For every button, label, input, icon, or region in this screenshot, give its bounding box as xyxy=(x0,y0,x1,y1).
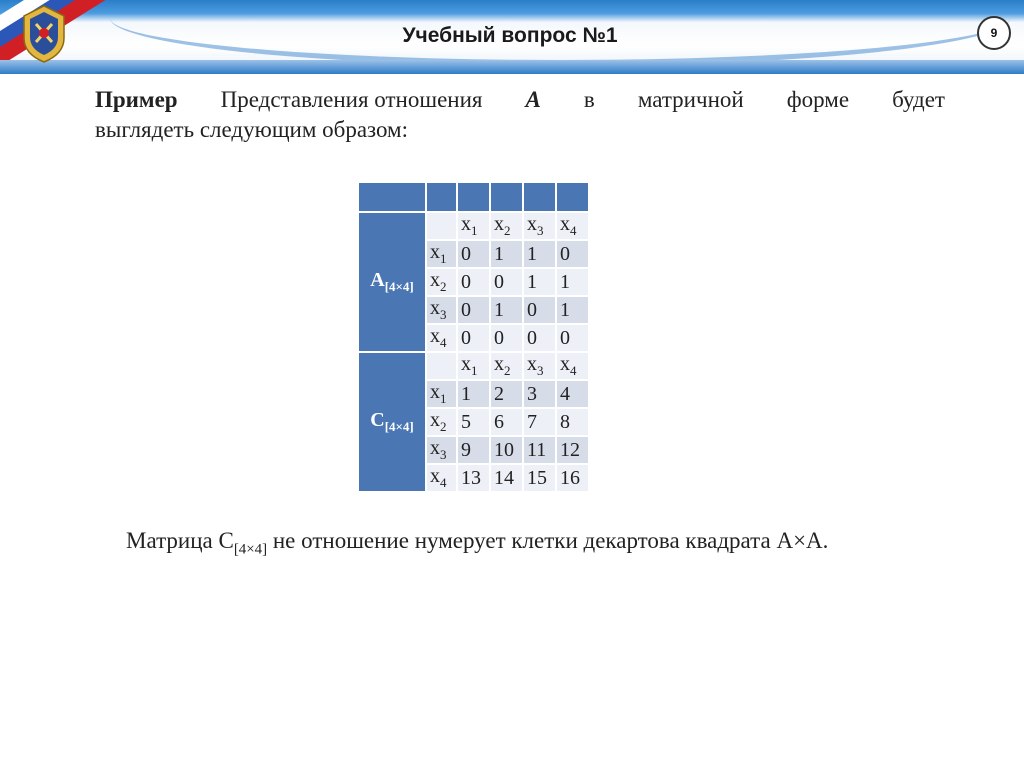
footer-before: Матрица C xyxy=(126,528,234,553)
matrix-cell: 16 xyxy=(557,465,588,491)
matrix-row-header xyxy=(427,381,456,407)
matrix-cell: 0 xyxy=(491,269,522,295)
row-header-var: x xyxy=(430,437,440,459)
matrix-cell: 3 xyxy=(524,381,555,407)
matrix-label-size: [4×4] xyxy=(384,279,414,294)
col-header-var: x xyxy=(494,213,504,235)
row-header-sub: 2 xyxy=(440,279,447,294)
emblem-icon xyxy=(20,4,68,64)
row-header-sub: 3 xyxy=(440,447,447,462)
matrix-row-header xyxy=(427,241,456,267)
header-band xyxy=(0,60,1024,74)
intro-paragraph xyxy=(95,85,945,145)
matrix-cell: 0 xyxy=(458,325,489,351)
matrix-row-header xyxy=(427,269,456,295)
matrix-col-header xyxy=(458,353,489,379)
page-number-badge: 9 xyxy=(977,16,1011,50)
matrix-cell: 1 xyxy=(557,269,588,295)
col-header-var: x xyxy=(560,213,570,235)
col-header-sub: 1 xyxy=(471,223,478,238)
matrix-cell: 10 xyxy=(491,437,522,463)
row-header-sub: 4 xyxy=(440,475,447,490)
relation-var: A xyxy=(525,87,541,112)
matrix-table xyxy=(357,181,590,493)
col-header-var: x xyxy=(461,213,471,235)
intro-word: будет xyxy=(892,87,945,112)
matrix-cell: 7 xyxy=(524,409,555,435)
matrix-cell: 0 xyxy=(491,325,522,351)
matrix-cell: 6 xyxy=(491,409,522,435)
col-header-sub: 4 xyxy=(570,363,577,378)
matrix-cell: 5 xyxy=(458,409,489,435)
matrix-cell: 1 xyxy=(491,297,522,323)
matrix-cell: 9 xyxy=(458,437,489,463)
matrix-row-header xyxy=(427,325,456,351)
intro-line-1 xyxy=(95,85,945,115)
row-header-sub: 4 xyxy=(440,335,447,350)
matrix-col-header xyxy=(557,213,588,239)
matrix-cell: 1 xyxy=(557,297,588,323)
col-header-sub: 1 xyxy=(471,363,478,378)
matrix-col-header xyxy=(491,213,522,239)
matrix-cell: 1 xyxy=(458,381,489,407)
matrix-cell: 0 xyxy=(458,297,489,323)
row-header-var: x xyxy=(430,241,440,263)
row-header-var: x xyxy=(430,325,440,347)
matrix-cell: 8 xyxy=(557,409,588,435)
matrix-cell: 13 xyxy=(458,465,489,491)
matrix-corner-cell xyxy=(427,213,456,239)
matrix-cell: 1 xyxy=(491,241,522,267)
col-header-var: x xyxy=(527,353,537,375)
matrix-cell: 0 xyxy=(458,241,489,267)
col-header-var: x xyxy=(461,353,471,375)
row-header-var: x xyxy=(430,381,440,403)
matrix-cell: 0 xyxy=(524,325,555,351)
col-header-sub: 3 xyxy=(537,223,544,238)
matrix-cell: 1 xyxy=(524,241,555,267)
matrix-col-header xyxy=(557,353,588,379)
matrix-label xyxy=(359,213,425,351)
row-header-var: x xyxy=(430,465,440,487)
col-header-var: x xyxy=(527,213,537,235)
row-header-sub: 3 xyxy=(440,307,447,322)
matrix-row-header xyxy=(427,437,456,463)
intro-text: Представления отношения xyxy=(220,87,483,112)
footer-caption xyxy=(126,528,828,559)
row-header-var: x xyxy=(430,409,440,431)
matrix-col-header-row xyxy=(359,353,588,379)
table-header-row xyxy=(359,183,588,211)
matrix-cell: 15 xyxy=(524,465,555,491)
intro-line-2: выглядеть следующим образом: xyxy=(95,117,409,142)
matrix-cell: 0 xyxy=(557,325,588,351)
footer-after: не отношение нумерует клетки декартова квадрата A×A. xyxy=(267,528,829,553)
matrix-label-letter: C xyxy=(370,409,385,431)
header-banner xyxy=(0,0,1024,74)
row-header-sub: 2 xyxy=(440,419,447,434)
col-header-sub: 2 xyxy=(504,223,511,238)
col-header-sub: 4 xyxy=(570,223,577,238)
matrix-corner-cell xyxy=(427,353,456,379)
intro-lead: Пример xyxy=(95,87,178,112)
page-title: Учебный вопрос №1 xyxy=(402,24,618,47)
matrix-col-header-row xyxy=(359,213,588,239)
matrix-cell: 0 xyxy=(458,269,489,295)
matrix-cell: 1 xyxy=(524,269,555,295)
matrix-cell: 4 xyxy=(557,381,588,407)
col-header-var: x xyxy=(494,353,504,375)
matrix-row-header xyxy=(427,465,456,491)
matrix-col-header xyxy=(491,353,522,379)
row-header-sub: 1 xyxy=(440,251,447,266)
intro-word: в xyxy=(583,87,595,112)
matrix-label-size: [4×4] xyxy=(384,419,414,434)
matrix-col-header xyxy=(458,213,489,239)
matrix-label-letter: A xyxy=(370,269,385,291)
row-header-var: x xyxy=(430,297,440,319)
col-header-sub: 3 xyxy=(537,363,544,378)
matrix-col-header xyxy=(524,353,555,379)
row-header-sub: 1 xyxy=(440,391,447,406)
matrix-row-header xyxy=(427,409,456,435)
footer-sub: [4×4] xyxy=(233,541,268,558)
intro-word: матричной xyxy=(637,87,744,112)
matrix-cell: 0 xyxy=(524,297,555,323)
matrix-cell: 11 xyxy=(524,437,555,463)
matrix-cell: 14 xyxy=(491,465,522,491)
matrix-col-header xyxy=(524,213,555,239)
matrix-cell: 12 xyxy=(557,437,588,463)
matrix-label xyxy=(359,353,425,491)
col-header-var: x xyxy=(560,353,570,375)
matrix-row-header xyxy=(427,297,456,323)
matrix-cell: 0 xyxy=(557,241,588,267)
row-header-var: x xyxy=(430,269,440,291)
intro-word: форме xyxy=(786,87,850,112)
matrix-cell: 2 xyxy=(491,381,522,407)
col-header-sub: 2 xyxy=(504,363,511,378)
